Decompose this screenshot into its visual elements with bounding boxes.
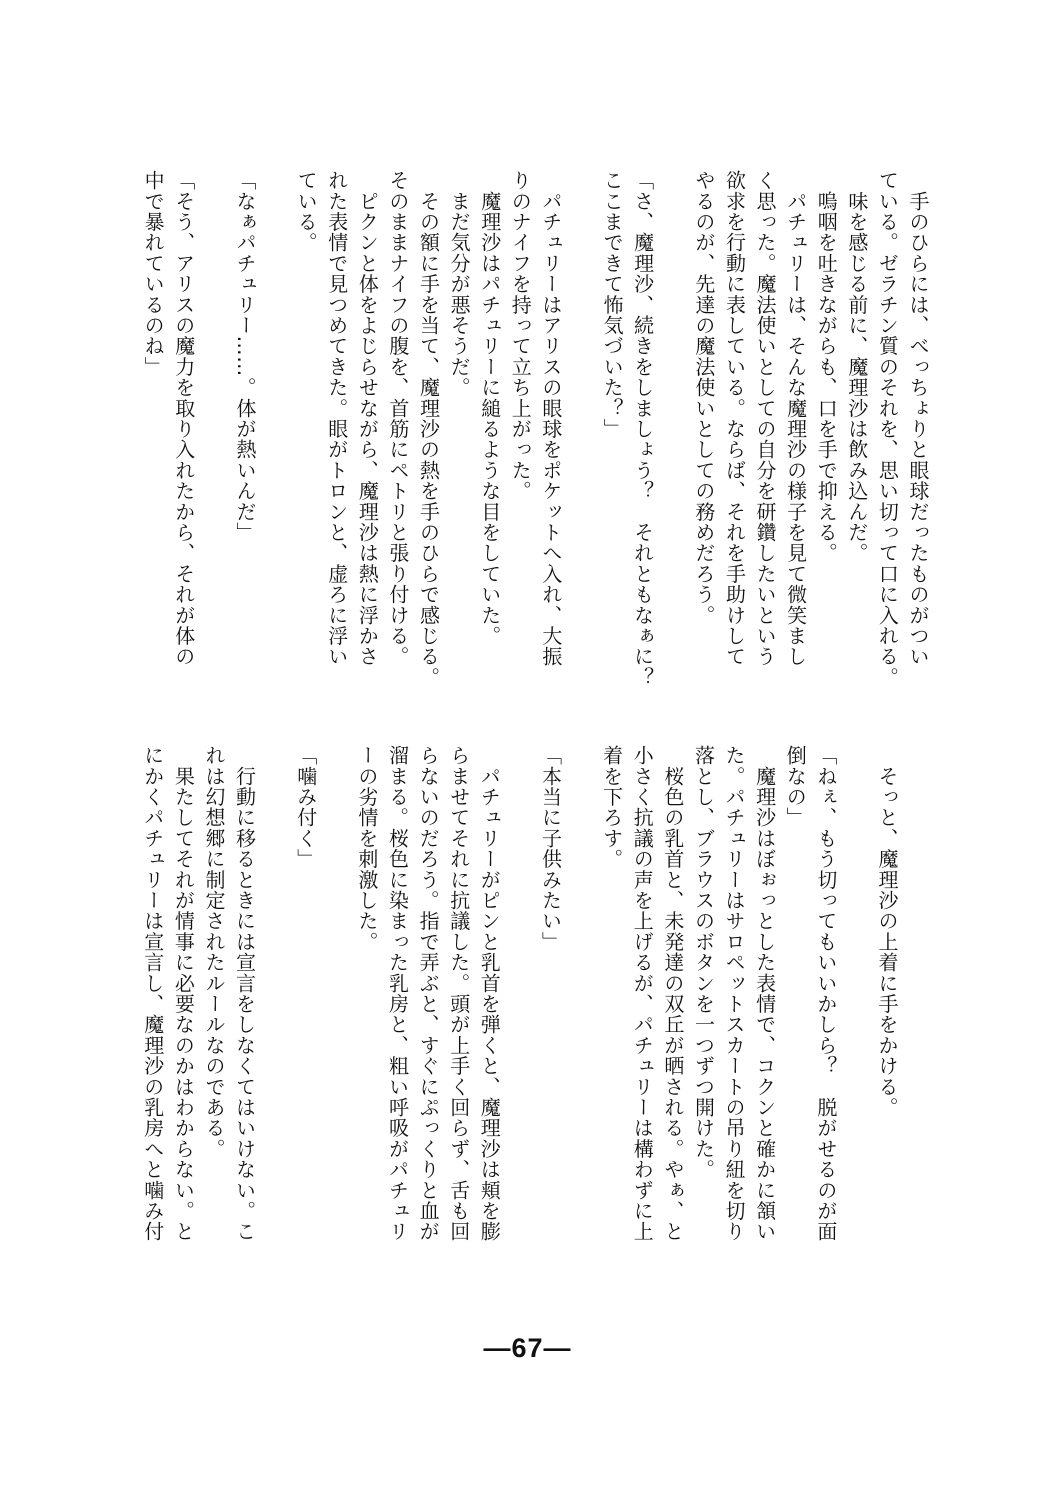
text-line: 落とし、ブラウスのボタンを一つずつ開けた。 [691,745,716,1180]
text-line: ーの劣情を刺激した。 [354,745,379,952]
text-line: パチュリーは、そんな魔理沙の様子を見て微笑まし [783,170,808,667]
text-line: らないのだろう。指で弄ぶと、すぐにぷっくりと血が [416,745,441,1242]
page-number: —67— [483,1333,572,1363]
text-line: ピクンと体をよじらせながら、魔理沙は熱に浮かさ [355,170,380,667]
text-line: ている。 [294,170,319,253]
text-line [565,745,596,1285]
text-line: 「なぁパチュリー……。体が熱いんだ」 [232,170,257,543]
text-line: パチュリーはアリスの眼球をポケットへ入れ、大振 [538,170,563,667]
text-line: 「噛み付く」 [293,745,318,870]
text-line [321,745,352,1285]
text-line [260,745,291,1285]
text-line: 着を下ろす。 [599,745,624,870]
text-line [658,170,689,710]
text-line [566,170,597,710]
text-line: そっと、魔理沙の上着に手をかける。 [875,745,899,1118]
text-line [260,170,291,710]
text-line: 桜色の乳首と、未発達の双丘が晒される。やぁ、と [660,745,685,1242]
text-line: れは幻想郷に制定されたルールなのである。 [201,745,226,1159]
text-line: 嗚咽を吐きながらも、口を手で抑える。 [814,170,839,564]
text-line: そのままナイフの腹を、首筋にペトリと張り付ける。 [385,170,410,667]
text-line: た。パチュリーはサロペットスカートの吊り紐を切り [722,745,747,1242]
text-line: にかくパチュリーは宣言し、魔理沙の乳房へと噛み付 [140,745,165,1242]
text-line: ている。ゼラチン質のそれを、思い切って口に入れる。 [875,170,900,688]
text-line: 味を感じる前に、魔理沙は飲み込んだ。 [844,170,869,564]
text-line: やるのが、先達の魔法使いとしての務めだろう。 [691,170,716,626]
text-block-upper [138,170,933,710]
text-line: 中で暴れているのね」 [141,170,166,377]
text-line: 魔理沙はぼぉっとした表情で、コクンと確かに頷い [752,745,777,1242]
text-line: 溜まる。桜色に染まった乳房と、粗い呼吸がパチュリ [385,745,410,1242]
text-line: 小さく抗議の声を上げるが、パチュリーは構わずに上 [630,745,655,1242]
text-block-lower [137,745,902,1285]
text-line: 手のひらには、べっちょりと眼球だったものがつい [906,170,930,667]
text-line: りのナイフを持って立ち上がった。 [508,170,533,502]
text-line: 「本当に子供みたい」 [538,745,563,952]
text-line: 「ねぇ、もう切ってもいいかしら？ 脱がせるのが面 [813,745,838,1242]
text-line [199,170,230,710]
text-line [841,745,872,1285]
text-line: 行動に移るときには宣言をしなくてはいけない。こ [232,745,257,1242]
text-line: パチュリーがピンと乳首を弾くと、魔理沙は頬を膨 [477,745,502,1242]
text-line: 欲求を行動に表している。ならば、それを手助けして [722,170,747,667]
text-line: 魔理沙はパチュリーに縋るような目をしていた。 [477,170,502,647]
text-line: 果たしてそれが情事に必要なのかはわからない。と [171,745,196,1242]
text-line: 「そう、アリスの魔力を取り入れたから、それが体の [171,170,196,667]
text-line: れた表情で見つめてきた。眼がトロンと、虚ろに浮い [324,170,349,667]
text-line: ここまできて怖気づいた？」 [600,170,625,440]
text-line: らませてそれに抗議した。頭が上手く回らず、舌も回 [446,745,471,1242]
text-line: まだ気分が悪そうだ。 [447,170,472,398]
text-line: く思った。魔法使いとしての自分を研鑽したいという [753,170,778,667]
text-line: 倒なの」 [783,745,808,828]
text-line: その額に手を当て、魔理沙の熱を手のひらで感じる。 [416,170,441,688]
text-line: 「さ、魔理沙、続きをしましょう？ それともなぁに？ [630,170,655,688]
text-line [504,745,535,1285]
